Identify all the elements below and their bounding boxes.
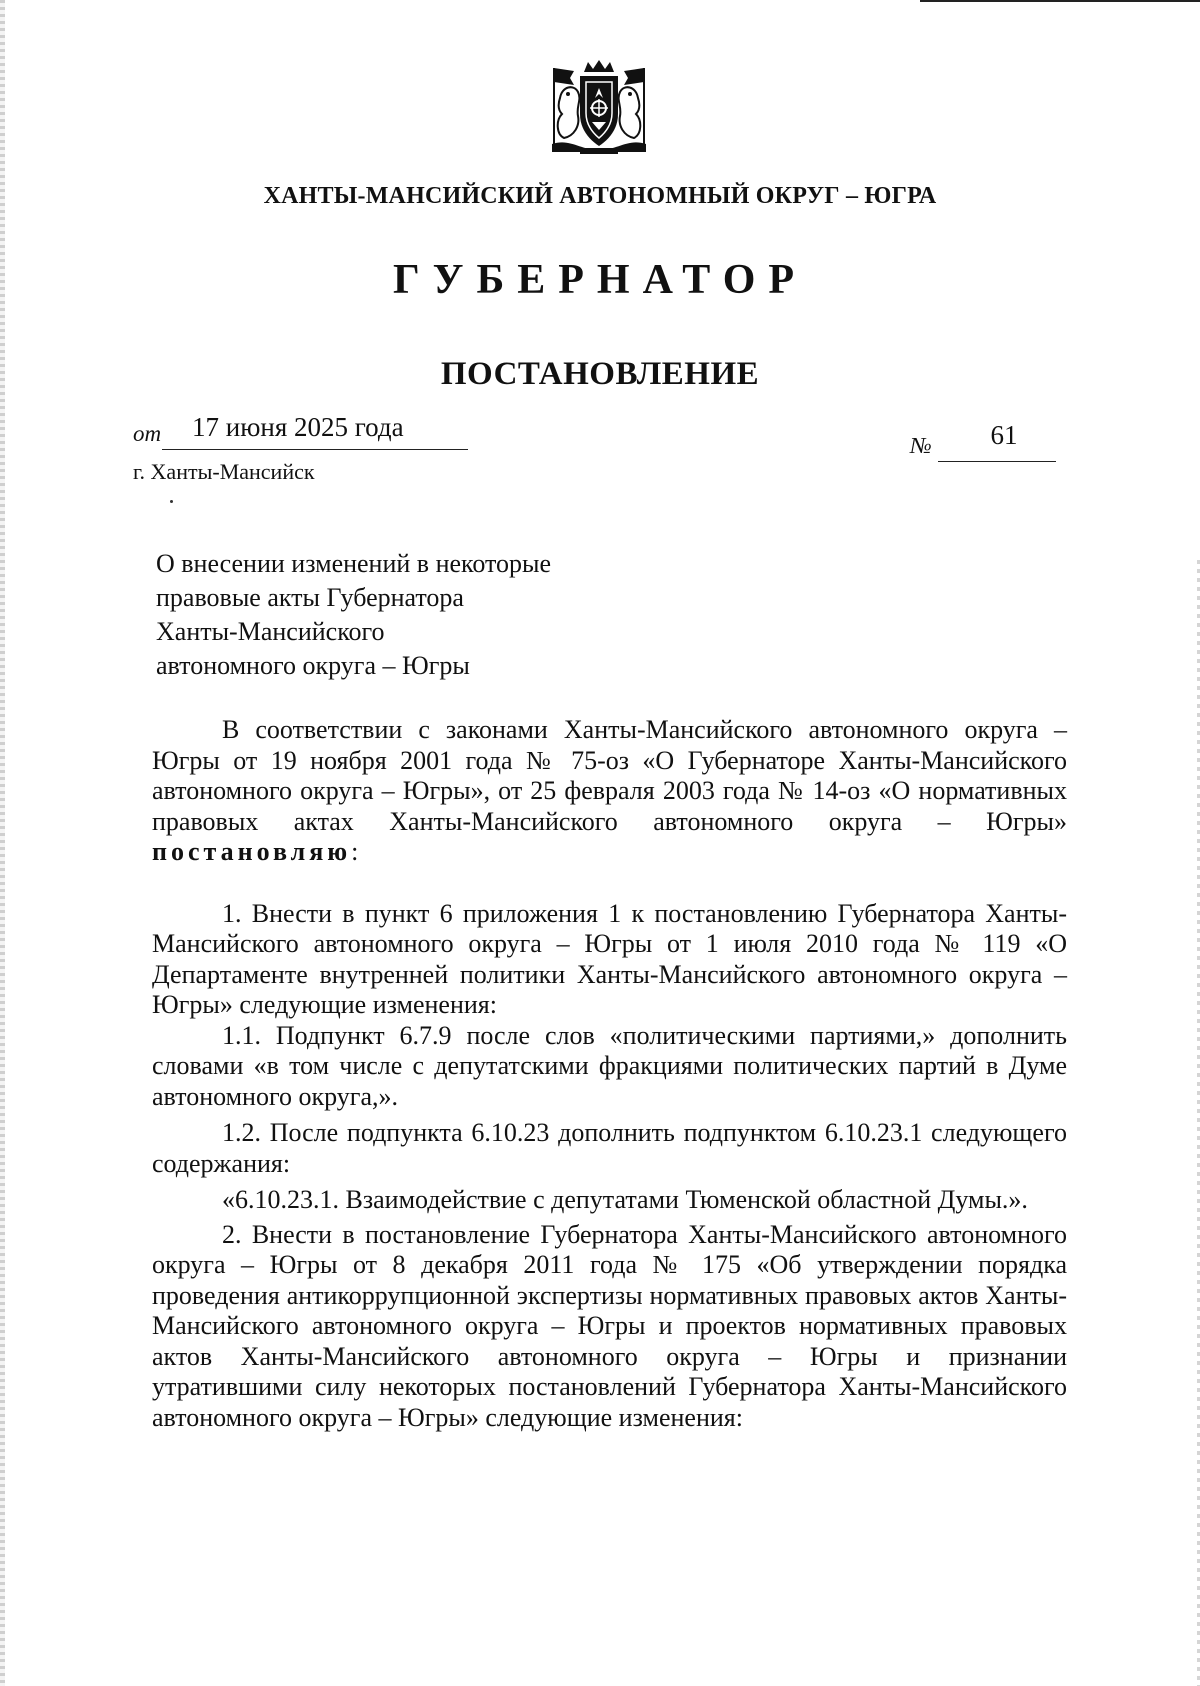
preamble-paragraph bbox=[152, 715, 1067, 868]
document-type: ПОСТАНОВЛЕНИЕ bbox=[440, 356, 760, 392]
coat-of-arms-icon bbox=[540, 58, 658, 158]
resolve-word: постановляю bbox=[152, 837, 352, 866]
preamble-text: В соответствии с законами Ханты-Мансийского автономного округа – Югры от 19 ноября 2001 года № 75-оз «О Губернаторе Ханты-Мансийского автономного округа – Югры», от 25 февраля 2003 года № 14-оз «О нормативных правовых актах Ханты-Мансийского автономного округа – Югры» bbox=[152, 715, 1067, 836]
region-name: ХАНТЫ-МАНСИЙСКИЙ АВТОНОМНЫЙ ОКРУГ – ЮГРА bbox=[263, 183, 937, 209]
subject-line: Ханты-Мансийского bbox=[156, 617, 385, 646]
subject-line: правовые акты Губернатора bbox=[156, 583, 464, 612]
item-paragraph: 1. Внести в пункт 6 приложения 1 к постановлению Губернатора Ханты-Мансийского автономного округа – Югры от 1 июля 2010 года № 119 «О Департаменте внутренней политики Ханты-Мансийского автономного округа – Югры» следующие изменения: bbox=[152, 898, 1067, 1019]
subject-line: автономного округа – Югры bbox=[156, 651, 470, 680]
item-paragraph: 2. Внести в постановление Губернатора Ханты-Мансийского автономного округа – Югры от 8 декабря 2011 года № 175 «Об утверждении порядка проведения антикоррупционной экспертизы нормативных правовых актов Ханты-Мансийского автономного округа – Югры и проектов нормативных правовых актов Ханты-Мансийского автономного округа – Югры и признании утратившими силу некоторых постановлений Губернатора Ханты-Мансийского автономного округа – Югры» следующие изменения: bbox=[152, 1219, 1067, 1432]
resolve-colon: : bbox=[351, 837, 359, 866]
scan-speck bbox=[170, 500, 173, 503]
subject-line: О внесении изменений в некоторые bbox=[156, 549, 552, 578]
scan-top-rule bbox=[920, 0, 1200, 2]
number-prefix: № bbox=[910, 433, 932, 458]
document-date: 17 июня 2025 года bbox=[162, 412, 468, 450]
item-paragraph: 1.1. Подпункт 6.7.9 после слов «политическими партиями,» дополнить словами «в том числе с депутатскими фракциями политических партий в Думе автономного округа,». bbox=[152, 1020, 1067, 1111]
item-paragraph: 1.2. После подпункта 6.10.23 дополнить подпунктом 6.10.23.1 следующего содержания: bbox=[152, 1118, 1067, 1178]
document-number: 61 bbox=[938, 420, 1056, 462]
scan-left-edge bbox=[0, 0, 5, 1686]
authority-title: ГУБЕРНАТОР bbox=[392, 257, 808, 303]
item-paragraph: «6.10.23.1. Взаимодействие с депутатами Тюменской областной Думы.». bbox=[222, 1185, 1028, 1214]
document-body bbox=[152, 715, 1067, 1433]
document-subject bbox=[156, 547, 551, 683]
document-city: г. Ханты-Мансийск bbox=[133, 459, 315, 484]
date-prefix: от bbox=[133, 421, 162, 446]
